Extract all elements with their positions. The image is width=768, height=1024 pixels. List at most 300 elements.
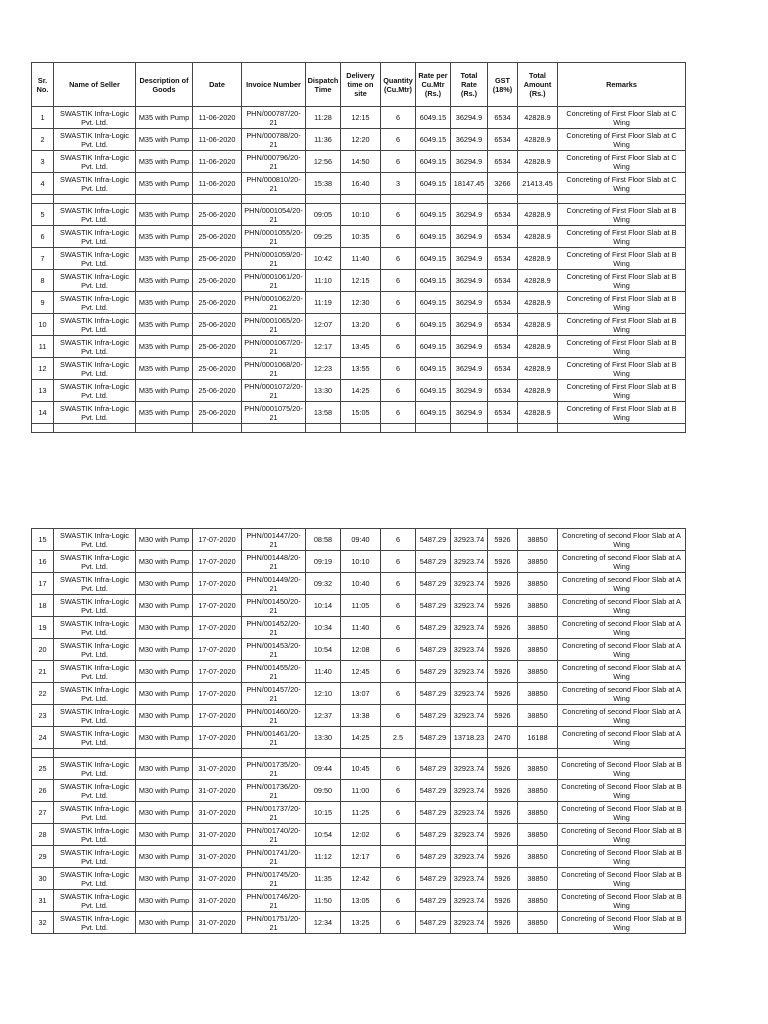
table-cell: Concreting of Second Floor Slab at B Wing (558, 890, 686, 912)
table-cell: 12:02 (341, 824, 381, 846)
table-cell: PHN/001455/20-21 (242, 661, 306, 683)
empty-cell (518, 424, 558, 433)
table-cell: 31-07-2020 (193, 912, 242, 934)
table-cell: 6049.15 (416, 336, 451, 358)
table-cell: PHN/0001067/20-21 (242, 336, 306, 358)
table-cell: 38850 (518, 551, 558, 573)
table-cell: 36294.9 (451, 248, 488, 270)
table-cell: 6 (381, 617, 416, 639)
empty-cell (32, 749, 54, 758)
table-cell: Concreting of First Floor Slab at C Wing (558, 173, 686, 195)
table-cell: SWASTIK Infra-Logic Pvt. Ltd. (54, 292, 136, 314)
empty-cell (136, 749, 193, 758)
table-cell: 38850 (518, 661, 558, 683)
table-cell: 5487.29 (416, 661, 451, 683)
table-cell: 10:10 (341, 204, 381, 226)
table-cell: 6 (381, 551, 416, 573)
table-cell: 5926 (488, 705, 518, 727)
empty-cell (242, 749, 306, 758)
table-cell: 6049.15 (416, 204, 451, 226)
table-cell: 6 (381, 705, 416, 727)
table-cell: 23 (32, 705, 54, 727)
empty-cell (451, 749, 488, 758)
empty-cell (242, 424, 306, 433)
table-cell: 16:40 (341, 173, 381, 195)
table-cell: 25-06-2020 (193, 226, 242, 248)
table-cell: M35 with Pump (136, 204, 193, 226)
empty-cell (518, 749, 558, 758)
table-cell: 15:05 (341, 402, 381, 424)
table-row (32, 292, 686, 314)
table-row (32, 802, 686, 824)
table-row (32, 226, 686, 248)
col-header: Date (193, 63, 242, 107)
table-cell: PHN/000788/20-21 (242, 129, 306, 151)
table-cell: 10:42 (306, 248, 341, 270)
table-cell: 42828.9 (518, 204, 558, 226)
table-cell: 6049.15 (416, 270, 451, 292)
table-cell: Concreting of Second Floor Slab at B Wing (558, 912, 686, 934)
table-cell: 6049.15 (416, 402, 451, 424)
table-cell: 5487.29 (416, 890, 451, 912)
table-cell: Concreting of First Floor Slab at B Wing (558, 270, 686, 292)
col-header: Dispatch Time (306, 63, 341, 107)
table-cell: 11 (32, 336, 54, 358)
table-cell: 32 (32, 912, 54, 934)
table-cell: 6049.15 (416, 151, 451, 173)
table-cell: SWASTIK Infra-Logic Pvt. Ltd. (54, 380, 136, 402)
table-cell: PHN/0001068/20-21 (242, 358, 306, 380)
table-cell: Concreting of Second Floor Slab at B Wing (558, 758, 686, 780)
table-cell: SWASTIK Infra-Logic Pvt. Ltd. (54, 912, 136, 934)
table-cell: 6 (32, 226, 54, 248)
table-cell: PHN/001746/20-21 (242, 890, 306, 912)
table-cell: 11:12 (306, 846, 341, 868)
table-cell: 32923.74 (451, 573, 488, 595)
table-cell: Concreting of second Floor Slab at A Wing (558, 705, 686, 727)
table-cell: 11:00 (341, 780, 381, 802)
table-cell: 5487.29 (416, 595, 451, 617)
table-cell: 31 (32, 890, 54, 912)
table-cell: 6 (381, 824, 416, 846)
col-header: Total Amount (Rs.) (518, 63, 558, 107)
table-cell: 3 (381, 173, 416, 195)
table-row (32, 248, 686, 270)
table-cell: M35 with Pump (136, 226, 193, 248)
table-cell: 31-07-2020 (193, 802, 242, 824)
table-cell: SWASTIK Infra-Logic Pvt. Ltd. (54, 529, 136, 551)
table-cell: 6 (381, 639, 416, 661)
table-cell: Concreting of Second Floor Slab at B Wing (558, 802, 686, 824)
table-cell: 10:15 (306, 802, 341, 824)
table-cell: 18147.45 (451, 173, 488, 195)
table-cell: 42828.9 (518, 380, 558, 402)
table-cell: 11:28 (306, 107, 341, 129)
table-cell: 13:25 (341, 912, 381, 934)
table-cell: 5926 (488, 617, 518, 639)
table-cell: Concreting of second Floor Slab at A Wing (558, 595, 686, 617)
table-cell: 32923.74 (451, 912, 488, 934)
col-header: Quantity (Cu.Mtr) (381, 63, 416, 107)
table-cell: SWASTIK Infra-Logic Pvt. Ltd. (54, 639, 136, 661)
table-cell: 4 (32, 173, 54, 195)
table-cell: 42828.9 (518, 151, 558, 173)
table-cell: SWASTIK Infra-Logic Pvt. Ltd. (54, 270, 136, 292)
table-cell: 6 (381, 314, 416, 336)
table-cell: 6534 (488, 358, 518, 380)
empty-cell (381, 424, 416, 433)
table-cell: M30 with Pump (136, 639, 193, 661)
table-cell: 5926 (488, 595, 518, 617)
table-row (32, 380, 686, 402)
table-cell: Concreting of First Floor Slab at B Wing (558, 380, 686, 402)
table-cell: 22 (32, 683, 54, 705)
table-cell: 5487.29 (416, 639, 451, 661)
table-cell: 42828.9 (518, 336, 558, 358)
table-cell: 32923.74 (451, 890, 488, 912)
table-cell: 42828.9 (518, 107, 558, 129)
table-cell: 13:45 (341, 336, 381, 358)
table-row (32, 204, 686, 226)
table-cell: 5926 (488, 824, 518, 846)
table-cell: 3266 (488, 173, 518, 195)
table-cell: 5487.29 (416, 551, 451, 573)
table-cell: 5926 (488, 661, 518, 683)
table-row (32, 617, 686, 639)
table-cell: 18 (32, 595, 54, 617)
table-cell: 12:10 (306, 683, 341, 705)
table-cell: 36294.9 (451, 314, 488, 336)
empty-cell (341, 424, 381, 433)
table-cell: M35 with Pump (136, 270, 193, 292)
table-cell: 32923.74 (451, 595, 488, 617)
empty-cell (451, 424, 488, 433)
table-cell: 17-07-2020 (193, 705, 242, 727)
table-cell: 09:19 (306, 551, 341, 573)
table-cell: 5 (32, 204, 54, 226)
empty-cell (381, 749, 416, 758)
table-cell: 21 (32, 661, 54, 683)
table-cell: 11:40 (341, 248, 381, 270)
table-cell: 5487.29 (416, 758, 451, 780)
spacer-row (32, 424, 686, 433)
empty-cell (136, 195, 193, 204)
table-row (32, 573, 686, 595)
table-cell: M30 with Pump (136, 705, 193, 727)
table-cell: Concreting of second Floor Slab at A Wing (558, 529, 686, 551)
table-cell: M30 with Pump (136, 661, 193, 683)
table-cell: 10 (32, 314, 54, 336)
table-cell: M30 with Pump (136, 758, 193, 780)
table-cell: 38850 (518, 780, 558, 802)
table-cell: 5926 (488, 912, 518, 934)
table-cell: 09:44 (306, 758, 341, 780)
table-cell: 13718.23 (451, 727, 488, 749)
table-cell: 6049.15 (416, 358, 451, 380)
table-cell: 12:30 (341, 292, 381, 314)
table-cell: Concreting of Second Floor Slab at B Wing (558, 846, 686, 868)
table-cell: 38850 (518, 758, 558, 780)
table-row (32, 336, 686, 358)
col-header: Description of Goods (136, 63, 193, 107)
table-cell: M35 with Pump (136, 107, 193, 129)
table-cell: 13:30 (306, 727, 341, 749)
empty-cell (488, 424, 518, 433)
table-cell: Concreting of second Floor Slab at A Wing (558, 573, 686, 595)
table-cell: M30 with Pump (136, 529, 193, 551)
table-cell: Concreting of First Floor Slab at C Wing (558, 129, 686, 151)
table-cell: M30 with Pump (136, 846, 193, 868)
table-cell: 11-06-2020 (193, 173, 242, 195)
table-cell: M30 with Pump (136, 727, 193, 749)
table-cell: 17-07-2020 (193, 617, 242, 639)
table-cell: 1 (32, 107, 54, 129)
table-cell: SWASTIK Infra-Logic Pvt. Ltd. (54, 314, 136, 336)
table-cell: 5487.29 (416, 683, 451, 705)
table-row (32, 151, 686, 173)
table-cell: 8 (32, 270, 54, 292)
table-cell: 6049.15 (416, 129, 451, 151)
table-cell: 12:17 (306, 336, 341, 358)
col-header: Delivery time on site (341, 63, 381, 107)
table-row (32, 595, 686, 617)
table-cell: 5487.29 (416, 868, 451, 890)
col-header: Invoice Number (242, 63, 306, 107)
col-header: GST (18%) (488, 63, 518, 107)
table-cell: 25-06-2020 (193, 270, 242, 292)
table-cell: 5487.29 (416, 727, 451, 749)
table-cell: Concreting of First Floor Slab at B Wing (558, 248, 686, 270)
table-cell: 36294.9 (451, 380, 488, 402)
table-cell: 5487.29 (416, 912, 451, 934)
table-cell: 17-07-2020 (193, 529, 242, 551)
table-cell: 12:15 (341, 270, 381, 292)
table-row (32, 683, 686, 705)
table-cell: 30 (32, 868, 54, 890)
table-cell: 16 (32, 551, 54, 573)
table-cell: M30 with Pump (136, 912, 193, 934)
table-cell: 38850 (518, 846, 558, 868)
table-cell: 31-07-2020 (193, 758, 242, 780)
table-cell: 28 (32, 824, 54, 846)
table-cell: 6534 (488, 129, 518, 151)
table-cell: 6 (381, 683, 416, 705)
table-cell: PHN/0001072/20-21 (242, 380, 306, 402)
table-cell: 6 (381, 890, 416, 912)
table-cell: Concreting of First Floor Slab at B Wing (558, 336, 686, 358)
table-cell: SWASTIK Infra-Logic Pvt. Ltd. (54, 551, 136, 573)
table-cell: 6534 (488, 204, 518, 226)
table-row (32, 107, 686, 129)
table-row (32, 780, 686, 802)
table-cell: 36294.9 (451, 358, 488, 380)
table-cell: Concreting of second Floor Slab at A Wing (558, 661, 686, 683)
empty-cell (193, 195, 242, 204)
table-cell: M30 with Pump (136, 802, 193, 824)
table-cell: 25-06-2020 (193, 336, 242, 358)
table-cell: 32923.74 (451, 617, 488, 639)
table-cell: 11-06-2020 (193, 107, 242, 129)
table-cell: 6 (381, 529, 416, 551)
table-cell: 11:35 (306, 868, 341, 890)
empty-cell (518, 195, 558, 204)
table-cell: 5926 (488, 802, 518, 824)
table-cell: 25-06-2020 (193, 292, 242, 314)
spacer-row (32, 195, 686, 204)
table-cell: 10:54 (306, 824, 341, 846)
table-cell: 14:25 (341, 380, 381, 402)
table-cell: SWASTIK Infra-Logic Pvt. Ltd. (54, 683, 136, 705)
empty-cell (193, 749, 242, 758)
table-cell: 32923.74 (451, 758, 488, 780)
table-cell: 6 (381, 270, 416, 292)
table-row (32, 868, 686, 890)
table-cell: 12:20 (341, 129, 381, 151)
table-cell: 5926 (488, 639, 518, 661)
table-cell: 42828.9 (518, 226, 558, 248)
table-cell: M30 with Pump (136, 683, 193, 705)
table-cell: 42828.9 (518, 292, 558, 314)
table-cell: 38850 (518, 802, 558, 824)
empty-cell (136, 424, 193, 433)
table-cell: 9 (32, 292, 54, 314)
table-cell: 11:40 (341, 617, 381, 639)
table-cell: M30 with Pump (136, 573, 193, 595)
table-cell: 10:40 (341, 573, 381, 595)
table-cell: 6 (381, 661, 416, 683)
table-cell: PHN/0001061/20-21 (242, 270, 306, 292)
table-cell: 5487.29 (416, 705, 451, 727)
table-cell: SWASTIK Infra-Logic Pvt. Ltd. (54, 890, 136, 912)
table-cell: 31-07-2020 (193, 868, 242, 890)
table-cell: M35 with Pump (136, 336, 193, 358)
table-cell: M30 with Pump (136, 595, 193, 617)
table-row (32, 402, 686, 424)
table-cell: 6 (381, 402, 416, 424)
table-cell: 12 (32, 358, 54, 380)
table-cell: 5487.29 (416, 573, 451, 595)
table-cell: 42828.9 (518, 270, 558, 292)
empty-cell (416, 749, 451, 758)
table-cell: 24 (32, 727, 54, 749)
col-header: Rate per Cu.Mtr (Rs.) (416, 63, 451, 107)
table-cell: 6 (381, 292, 416, 314)
table-cell: 25-06-2020 (193, 314, 242, 336)
table-cell: 32923.74 (451, 683, 488, 705)
table-cell: 6 (381, 846, 416, 868)
table-cell: 6 (381, 336, 416, 358)
table-cell: 5487.29 (416, 617, 451, 639)
table-cell: 36294.9 (451, 336, 488, 358)
table-cell: 6049.15 (416, 226, 451, 248)
table-cell: 09:50 (306, 780, 341, 802)
table-cell: 5487.29 (416, 802, 451, 824)
col-header: Sr. No. (32, 63, 54, 107)
table-cell: 32923.74 (451, 780, 488, 802)
table-cell: M35 with Pump (136, 151, 193, 173)
table-cell: 10:34 (306, 617, 341, 639)
delivery-table-top (31, 62, 686, 433)
table-cell: 42828.9 (518, 402, 558, 424)
table-row (32, 314, 686, 336)
table-cell: 6 (381, 358, 416, 380)
table-cell: SWASTIK Infra-Logic Pvt. Ltd. (54, 595, 136, 617)
table-cell: Concreting of First Floor Slab at B Wing (558, 292, 686, 314)
table-cell: Concreting of First Floor Slab at B Wing (558, 314, 686, 336)
table-cell: 11:50 (306, 890, 341, 912)
table-cell: Concreting of Second Floor Slab at B Wing (558, 824, 686, 846)
table-row (32, 824, 686, 846)
table-cell: 5926 (488, 868, 518, 890)
table-cell: 25 (32, 758, 54, 780)
empty-cell (341, 195, 381, 204)
table-cell: Concreting of First Floor Slab at B Wing (558, 402, 686, 424)
table-cell: 38850 (518, 595, 558, 617)
table-row (32, 758, 686, 780)
table-cell: 15:38 (306, 173, 341, 195)
table-row (32, 661, 686, 683)
table-cell: 26 (32, 780, 54, 802)
table-cell: 36294.9 (451, 204, 488, 226)
table-cell: 12:15 (341, 107, 381, 129)
table-cell: 5926 (488, 758, 518, 780)
table-cell: 21413.45 (518, 173, 558, 195)
table-cell: 13:30 (306, 380, 341, 402)
table-cell: 11:05 (341, 595, 381, 617)
table-row (32, 912, 686, 934)
table-cell: 6 (381, 758, 416, 780)
table-cell: SWASTIK Infra-Logic Pvt. Ltd. (54, 758, 136, 780)
table-cell: 38850 (518, 617, 558, 639)
table-cell: PHN/0001059/20-21 (242, 248, 306, 270)
table-cell: 38850 (518, 639, 558, 661)
table-cell: 6 (381, 573, 416, 595)
table-cell: PHN/001449/20-21 (242, 573, 306, 595)
header-row (32, 63, 686, 107)
table-cell: PHN/0001075/20-21 (242, 402, 306, 424)
table-cell: 38850 (518, 683, 558, 705)
table-cell: 36294.9 (451, 226, 488, 248)
table-cell: 12:37 (306, 705, 341, 727)
table-cell: 6534 (488, 226, 518, 248)
table-cell: M35 with Pump (136, 314, 193, 336)
table-cell: 42828.9 (518, 314, 558, 336)
table-cell: SWASTIK Infra-Logic Pvt. Ltd. (54, 173, 136, 195)
empty-cell (306, 195, 341, 204)
col-header: Remarks (558, 63, 686, 107)
table-cell: 11:10 (306, 270, 341, 292)
empty-cell (193, 424, 242, 433)
table-cell: SWASTIK Infra-Logic Pvt. Ltd. (54, 226, 136, 248)
table-cell: 11-06-2020 (193, 129, 242, 151)
table-cell: 5487.29 (416, 846, 451, 868)
table-cell: 13 (32, 380, 54, 402)
empty-cell (341, 749, 381, 758)
table-cell: 6 (381, 204, 416, 226)
table-cell: Concreting of second Floor Slab at A Wing (558, 617, 686, 639)
table-cell: Concreting of second Floor Slab at A Wing (558, 639, 686, 661)
table-cell: 19 (32, 617, 54, 639)
table-cell: 09:05 (306, 204, 341, 226)
table-cell: 6534 (488, 107, 518, 129)
table-cell: 12:08 (341, 639, 381, 661)
table-cell: Concreting of First Floor Slab at B Wing (558, 204, 686, 226)
table-cell: 6049.15 (416, 107, 451, 129)
table-cell: PHN/001448/20-21 (242, 551, 306, 573)
table-cell: 36294.9 (451, 402, 488, 424)
table-cell: 13:20 (341, 314, 381, 336)
table-cell: 6049.15 (416, 173, 451, 195)
